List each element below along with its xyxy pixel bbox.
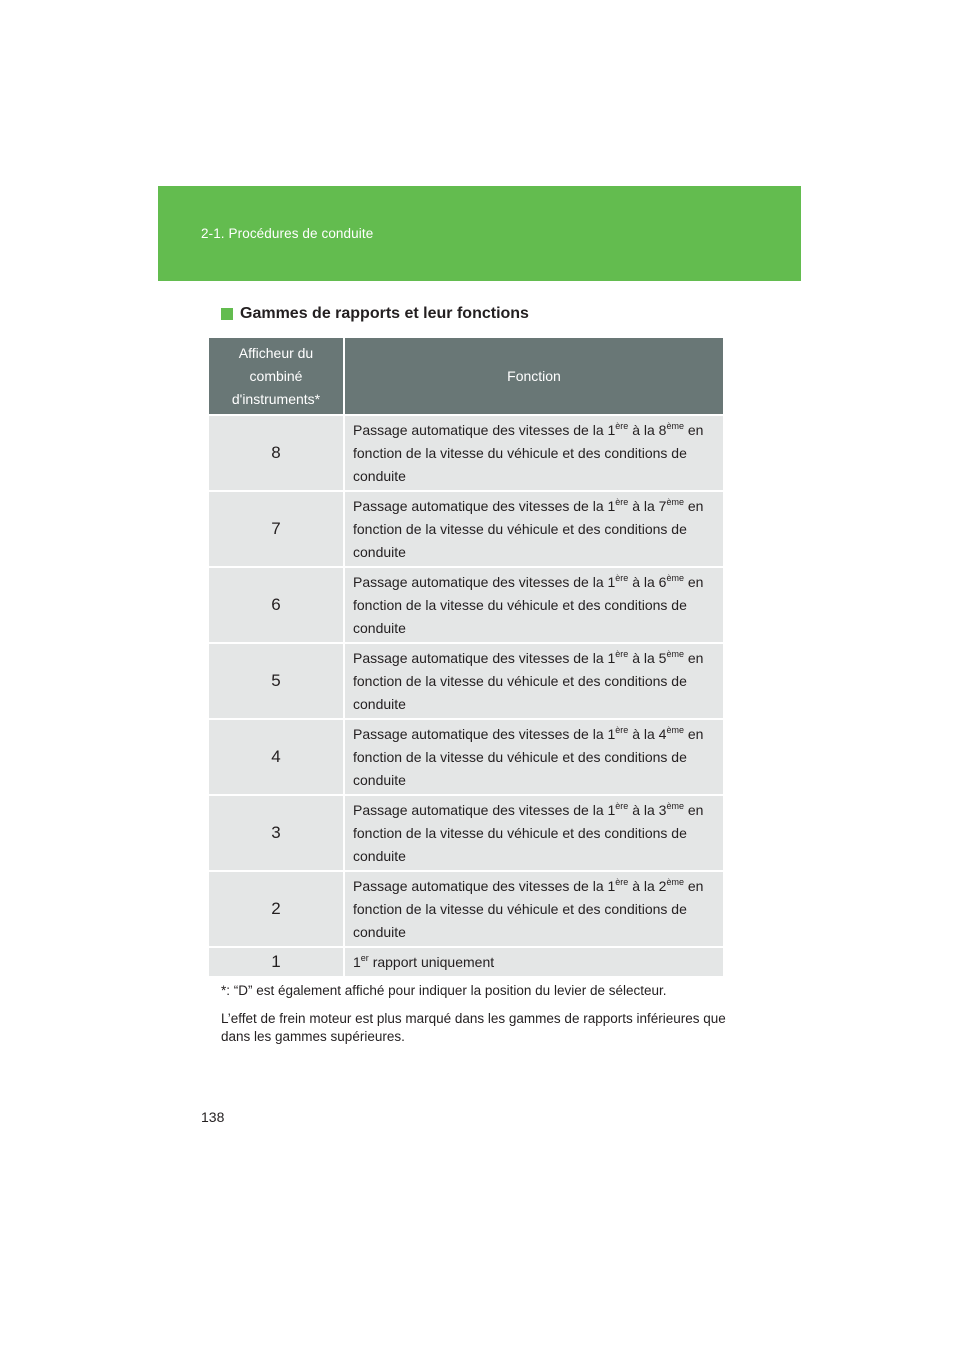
section-title	[221, 305, 529, 323]
table-header-row	[209, 338, 723, 415]
table-row	[209, 643, 723, 719]
green-square-bullet-icon	[221, 308, 233, 320]
engine-brake-note: L’effet de frein moteur est plus marqué dans les gammes de rapports inférieures que dans les gammes supérieures.	[221, 1011, 726, 1044]
gear-display-cell: 4	[209, 719, 344, 795]
gear-display-cell: 5	[209, 643, 344, 719]
gear-function-cell: Passage automatique des vitesses de la 1ère à la 5ème en fonction de la vitesse du véhicule et des conditions de conduite	[344, 643, 723, 719]
gear-function-cell: Passage automatique des vitesses de la 1ère à la 3ème en fonction de la vitesse du véhicule et des conditions de conduite	[344, 795, 723, 871]
gear-display-cell: 7	[209, 491, 344, 567]
gear-function-cell: Passage automatique des vitesses de la 1ère à la 4ème en fonction de la vitesse du véhicule et des conditions de conduite	[344, 719, 723, 795]
table-footnote: *: “D” est également affiché pour indiquer la position du levier de sélecteur.	[221, 983, 667, 998]
gear-display-cell: 3	[209, 795, 344, 871]
gear-function-cell: Passage automatique des vitesses de la 1ère à la 6ème en fonction de la vitesse du véhicule et des conditions de conduite	[344, 567, 723, 643]
table-row	[209, 795, 723, 871]
table-row	[209, 415, 723, 491]
gear-range-table	[209, 338, 723, 976]
gear-function-cell: 1er rapport uniquement	[344, 947, 723, 976]
table-row	[209, 871, 723, 947]
page-number: 138	[201, 1109, 225, 1125]
chapter-header-band	[158, 186, 801, 281]
table-row	[209, 491, 723, 567]
gear-function-cell: Passage automatique des vitesses de la 1ère à la 8ème en fonction de la vitesse du véhicule et des conditions de conduite	[344, 415, 723, 491]
section-title-text: Gammes de rapports et leur fonctions	[240, 305, 529, 322]
table-row	[209, 567, 723, 643]
gear-display-cell: 6	[209, 567, 344, 643]
column-header-function: Fonction	[344, 338, 723, 415]
gear-function-cell: Passage automatique des vitesses de la 1ère à la 2ème en fonction de la vitesse du véhicule et des conditions de conduite	[344, 871, 723, 947]
gear-display-cell: 8	[209, 415, 344, 491]
column-header-display: Afficheur du combiné d'instruments*	[209, 338, 344, 415]
table-row	[209, 719, 723, 795]
gear-display-cell: 2	[209, 871, 344, 947]
breadcrumb: 2-1. Procédures de conduite	[201, 226, 374, 241]
table-row	[209, 947, 723, 976]
gear-display-cell: 1	[209, 947, 344, 976]
gear-function-cell: Passage automatique des vitesses de la 1ère à la 7ème en fonction de la vitesse du véhicule et des conditions de conduite	[344, 491, 723, 567]
